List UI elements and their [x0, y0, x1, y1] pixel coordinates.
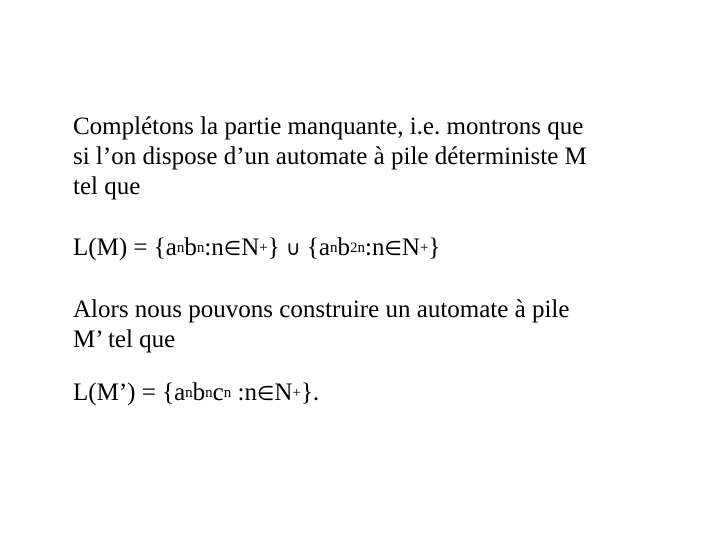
formula1-plus2: + [419, 240, 429, 256]
conclusion-line-2: M’ tel que [73, 326, 176, 353]
formula1-b2: b [337, 234, 351, 261]
element-of-symbol: ∈ [384, 236, 402, 260]
formula2-plus: + [292, 385, 301, 401]
formula2-c: c [212, 379, 224, 406]
intro-line-1: Complétons la partie manquante, i.e. montrons que [73, 113, 584, 140]
formula1-exp-n1: n [176, 240, 185, 256]
formula1-b1: b [184, 234, 197, 261]
formula1-colon-n2: :n [365, 234, 385, 261]
formula1-exp-n3: n [330, 240, 338, 256]
formula1-prefix: L(M) = {a [73, 234, 177, 261]
conclusion-line-1: Alors nous pouvons construire un automate à pile [73, 296, 570, 323]
intro-paragraph [73, 112, 673, 202]
formula1-N2: N [401, 234, 420, 261]
formula1-N1: N [241, 234, 260, 261]
formula1-colon-n1: :n [204, 234, 224, 261]
intro-line-2: si l’on dispose d’un automate à pile déterministe M [73, 143, 587, 170]
formula2-exp-n3: n [223, 385, 232, 401]
conclusion-paragraph [73, 295, 673, 355]
formula2-exp-n2: n [205, 385, 213, 401]
formula2-exp-n1: n [185, 385, 193, 401]
intro-line-3: tel que [73, 173, 141, 200]
element-of-symbol: ∈ [223, 236, 242, 260]
formula1-close2: } [428, 234, 441, 261]
formula-language-m [73, 233, 673, 263]
formula1-close1: } [267, 234, 280, 261]
formula2-close: }. [300, 379, 320, 406]
union-symbol: ∪ [286, 236, 301, 260]
formula1-exp-n2: n [196, 240, 205, 256]
formula-language-m-prime [73, 378, 673, 408]
formula1-plus1: + [259, 240, 268, 256]
formula1-exp-2n: 2n [350, 240, 366, 256]
formula2-prefix: L(M’) = {a [73, 379, 186, 406]
formula2-b: b [192, 379, 206, 406]
element-of-symbol: ∈ [256, 381, 275, 405]
formula2-N: N [274, 379, 293, 406]
formula1-open2: {a [306, 234, 331, 261]
formula2-colon-n: :n [231, 379, 257, 406]
